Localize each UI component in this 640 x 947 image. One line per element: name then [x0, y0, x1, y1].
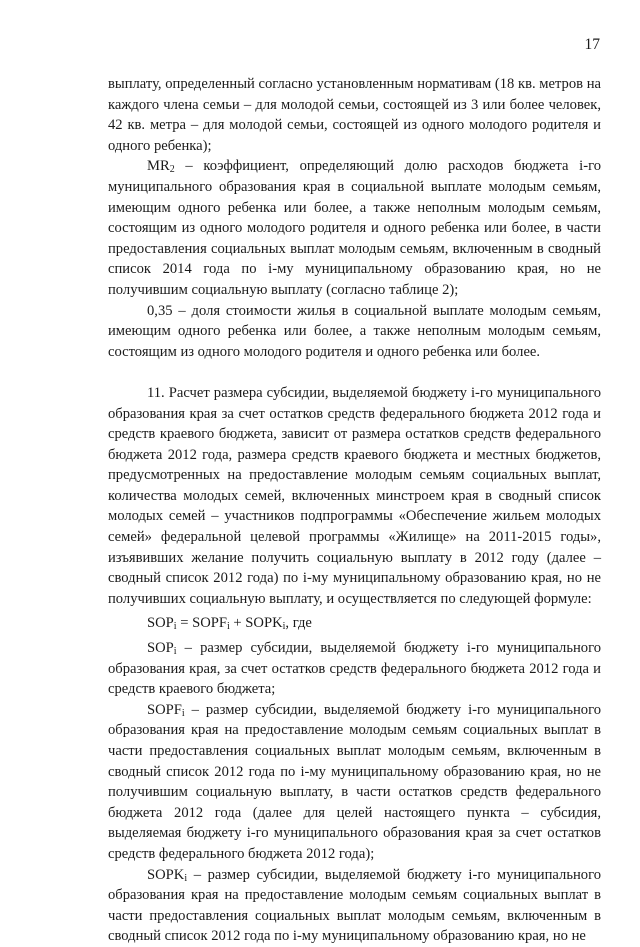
- formula-plus: +: [229, 615, 246, 632]
- paragraph-sopf-definition: [108, 700, 601, 865]
- page-number: 17: [584, 36, 600, 53]
- variable-subscript: i: [181, 707, 185, 719]
- formula-subscript: i: [173, 621, 177, 633]
- definition-text: – коэффициент, определяющий долю расходов бюджета i-го муниципального образования края в социальной выплате молодым семьям, имеющим одного ребенка или более, а также неполным молодым семьям, состоящим из одного молодого родителя и одного ребенка или более, в части предоставления социальных выплат молодым семьям, включенным в сводный список 2014 года по i-му муниципальному образованию края, но не получившим социальную выплату (согласно таблице 2);: [108, 158, 601, 298]
- document-body: [108, 74, 601, 947]
- variable-subscript: i: [184, 872, 188, 884]
- formula-sopk-var: SOPK: [245, 615, 283, 632]
- variable-subscript: i: [173, 646, 177, 658]
- variable-sopk: SOPK: [147, 866, 185, 883]
- variable-sopf: SOPF: [147, 701, 182, 718]
- paragraph-item-11: 11. Расчет размера субсидии, выделяемой бюджету i-го муниципального образования края за счет остатков средств федерального бюджета 2012 года и средств краевого бюджета, зависит от размера остатков средств федерального бюджета 2012 года, размера средств краевого бюджета и местных бюджетов, предусмотренных на предоставление молодым семьям социальных выплат, количества молодых семей, включенных минстроем края в сводный список молодых семей – участников подпрограммы «Обеспечение жильем молодых семей» федеральной целевой программы «Жилище» на 2011-2015 годы», изъявивших желание получить социальную выплату в 2012 году (далее – сводный список 2012 года) по i-му муниципальному образованию края, но не получивших социальную выплату, и осуществляется по следующей формуле:: [108, 384, 601, 607]
- formula-where: , где: [285, 615, 312, 632]
- paragraph-sopk-definition: [108, 865, 601, 947]
- definition-text: – размер субсидии, выделяемой бюджету i-го муниципального образования края, за счет остатков средств федерального бюджета 2012 года и средств краевого бюджета;: [108, 640, 601, 698]
- formula-subscript: i: [226, 621, 230, 633]
- variable-subscript: 2: [169, 164, 175, 176]
- variable-mr: MR: [147, 158, 170, 175]
- formula-equals: =: [176, 615, 193, 632]
- formula-sop-var: SOP: [147, 615, 174, 632]
- definition-text: – размер субсидии, выделяемой бюджету i-го муниципального образования края на предоставление молодым семьям социальных выплат в части предоставления социальных выплат молодым семьям, включенным в сводный список 2012 года по i-му муниципальному образованию края, но не получившим социальную выплату, в части остатков средств федерального бюджета 2012 года (далее для целей настоящего пункта – субсидия, выделяемая бюджету i-го муниципального образования края за счет остатков средств федерального бюджета 2012 года);: [108, 701, 601, 862]
- formula-subscript: i: [282, 621, 286, 633]
- paragraph-norms: выплату, определенный согласно установленным нормативам (18 кв. метров на каждого члена семьи – для молодой семьи, состоящей из 3 или более человек, 42 кв. метра – для молодой семьи, состоящей из одного молодого родителя и одного ребенка);: [108, 76, 601, 154]
- paragraph-coefficient-035: 0,35 – доля стоимости жилья в социальной выплате молодым семьям, имеющим одного ребенка или более, а также неполным молодым семьям, состоящим из одного молодого родителя и одного ребенка или более.: [108, 302, 601, 360]
- definition-text: – размер субсидии, выделяемой бюджету i-го муниципального образования края на предоставление молодым семьям социальных выплат в части предоставления социальных выплат молодым семьям, включенным в сводный список 2012 года по i-му муниципальному образованию края, но не: [108, 866, 601, 945]
- paragraph-mr2-definition: [108, 156, 601, 300]
- paragraph-sop-definition: [108, 638, 601, 700]
- formula-sop: [108, 609, 601, 638]
- formula-sopf-var: SOPF: [192, 615, 227, 632]
- variable-sop: SOP: [147, 640, 174, 657]
